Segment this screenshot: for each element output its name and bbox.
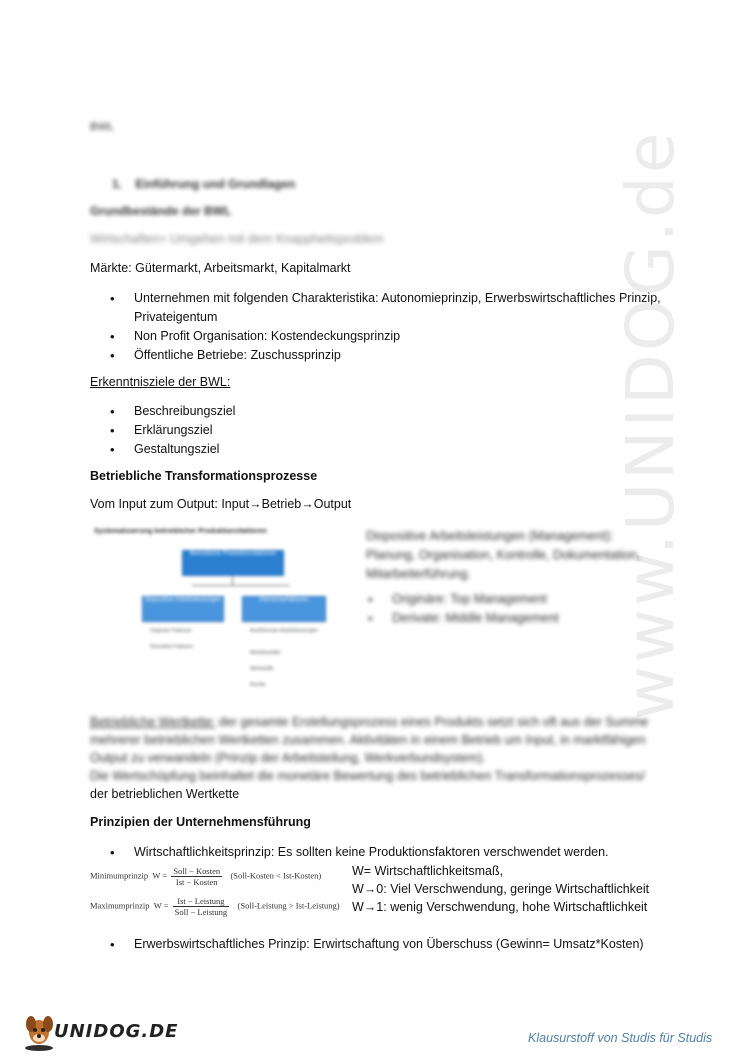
diagram-right-child: Werkstoffe — [250, 666, 274, 672]
diagram-right-child: Rechte — [250, 682, 266, 688]
list-item: • Wirtschaftlichkeitsprinzip: Es sollten keine Produktionsfaktoren verschwendet werden. — [108, 843, 688, 862]
formula-label: Maximumprinzip — [90, 900, 150, 911]
maerkte-line: Märkte: Gütermarkt, Arbeitsmarkt, Kapitalmarkt — [90, 261, 351, 275]
diagram-left-child: Originäre Faktoren — [150, 628, 192, 634]
formula-note: (Soll-Kosten < Ist-Kosten) — [230, 870, 322, 881]
list-item: • Gestaltungsziel — [108, 440, 508, 459]
formula-note: (Soll-Leistung > Ist-Leistung) — [237, 900, 340, 911]
list-item: • Unternehmen mit folgenden Charakteristika: Autonomieprinzip, Erwerbswirtschaftliches Prinzip, Privateigentum — [108, 289, 668, 327]
wertkette-last-line: der betrieblichen Wertkette — [90, 787, 240, 801]
w-line: W= Wirtschaftlichkeitsmaß, — [352, 864, 504, 878]
dispositive-list — [366, 590, 656, 628]
section-title: Einführung und Grundlagen — [135, 177, 296, 191]
w-line: W→1: wenig Verschwendung, hohe Wirtschaftlichkeit — [352, 900, 648, 914]
list-item: • Erklärungsziel — [108, 421, 508, 440]
formula-denominator: Ist − Kosten — [175, 877, 218, 887]
list-item: • Beschreibungsziel — [108, 402, 508, 421]
unidog-logo — [22, 1012, 182, 1052]
watermark: www.UNIDOG.de — [612, 129, 689, 720]
w-line: W→0: Viel Verschwendung, geringe Wirtschaftlichkeit — [352, 882, 650, 896]
wirtschaften-line: Wirtschaften= Umgehen mit dem Knappheitsproblem — [90, 232, 384, 246]
list-item: • Erwerbswirtschaftliches Prinzip: Erwirtschaftung von Überschuss (Gewinn= Umsatz*Kosten) — [108, 935, 708, 954]
formula-minimum: Minimumprinzip W = $\frac{\text{Soll − Kosten}}{\text{Ist − Kosten}}$ (Soll-Kosten < Ist-Kosten) — [90, 866, 322, 887]
logo-text: UNIDOG.DE — [54, 1021, 179, 1042]
wertkette-paragraph — [90, 713, 660, 785]
diagram-left-child: Derivative Faktoren — [150, 644, 194, 650]
diagram-left-box: Dispositive Arbeitsleistungen — [142, 596, 224, 622]
produktionsfaktoren-diagram — [94, 528, 344, 698]
list-item: • Non Profit Organisation: Kostendeckungsprinzip — [108, 327, 668, 346]
prinzipien-heading: Prinzipien der Unternehmensführung — [90, 815, 311, 829]
w-explanation — [352, 862, 649, 916]
doc-label: BWL — [90, 121, 114, 133]
diagram-connector — [232, 575, 233, 585]
list-item: • Derivate: Middle Management — [366, 609, 656, 628]
diagram-top-box: Betriebliche Produktionsfaktoren — [182, 550, 284, 576]
transformation-line: Vom Input zum Output: Input→Betrieb→Output — [90, 497, 352, 511]
list-item: • Originäre: Top Management — [366, 590, 656, 609]
diagram-right-child: Betriebsmittel — [250, 650, 281, 656]
wertkette-text: der gesamte Erstellungsprozess eines Produkts setzt sich oft aus der Summe mehrerer betrieblichen Wertketten zusammen. Aktivitäten in einem Betrieb um Input, in marktfähigen Output zu verwandeln (Prinzip der Arbeitsteilung, Werkverbundsystem). — [90, 715, 649, 765]
transformation-heading: Betriebliche Transformationsprozesse — [90, 469, 318, 483]
grundbegriffe-heading: Grundbestände der BWL — [90, 204, 232, 218]
erkenntnis-list — [108, 402, 508, 459]
wertkette-text2: Die Wertschöpfung beinhaltet die monetäre Bewertung des betrieblichen Transformationsprozesses/ — [90, 769, 645, 783]
formula-numerator: Soll − Kosten — [173, 866, 221, 876]
diagram-title: Systematisierung betrieblicher Produktionsfaktoren — [94, 528, 267, 535]
section-heading — [112, 177, 295, 191]
formula-maximum: Maximumprinzip W = $\frac{\text{Ist − Leistung}}{\text{Soll − Leistung}}$ (Soll-Leistung > Ist-Leistung) — [90, 896, 340, 917]
list-item: • Öffentliche Betriebe: Zuschussprinzip — [108, 346, 668, 365]
formula-label: Minimumprinzip — [90, 870, 149, 881]
diagram-right-child: Ausführende Arbeitsleistungen — [250, 628, 318, 634]
dispositive-text: Dispositive Arbeitsleistungen (Management): Planung, Organisation, Kontrolle, Dokumentation, Mitarbeiterführung. — [366, 529, 641, 581]
formula-numerator: Ist − Leistung — [173, 896, 230, 907]
diagram-right-box: Elementarfaktoren — [242, 596, 326, 622]
wertkette-label: Betriebliche Wertkette: — [90, 715, 216, 729]
section-number: 1. — [112, 177, 123, 191]
unternehmen-list — [108, 289, 668, 365]
erkenntnis-heading: Erkenntnisziele der BWL: — [90, 375, 231, 389]
prinzipien-list-2 — [108, 935, 708, 954]
footer-tagline: Klausurstoff von Studis für Studis — [528, 1031, 713, 1045]
diagram-connector — [192, 585, 290, 586]
prinzipien-list-1 — [108, 843, 688, 862]
formula-denominator: Soll − Leistung — [174, 907, 228, 917]
